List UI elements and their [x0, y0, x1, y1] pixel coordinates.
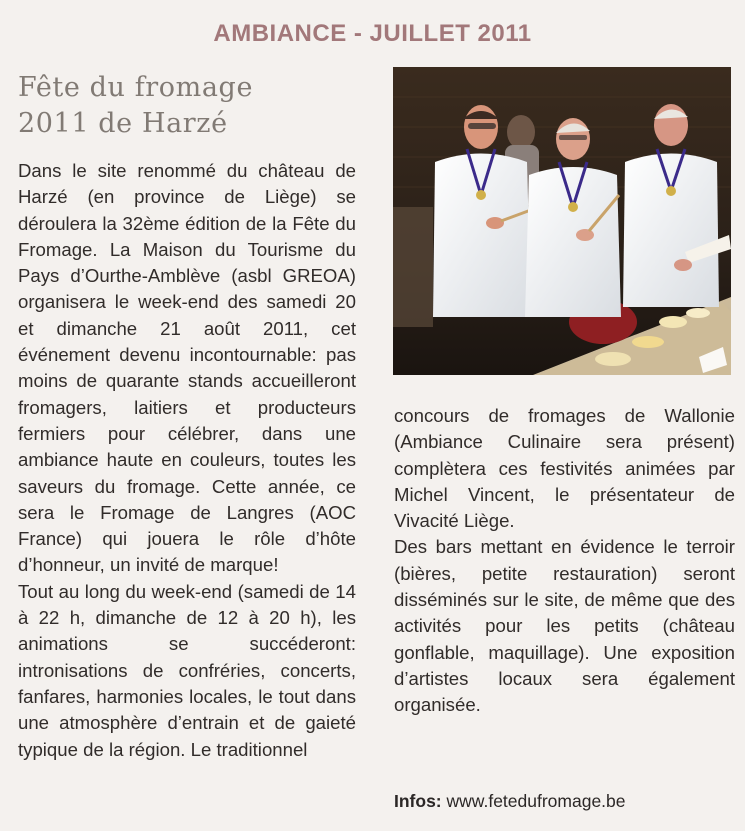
infos-url[interactable]: www.fetedufromage.be — [446, 791, 626, 811]
article-right-column — [394, 403, 735, 719]
infos-label: Infos: — [394, 791, 442, 811]
article-photo — [393, 67, 731, 375]
article-paragraph: Tout au long du week-end (samedi de 14 à 22 h, dimanche de 12 à 20 h), les animations se succéderont: intronisations de confréries, concerts, fanfares, harmonies locales, le tout dans une atmosphère d’entrain et de gaieté typique de la région. Le traditionnel — [18, 580, 356, 760]
article-paragraph: Dans le site renommé du château de Harzé (en province de Liège) se déroulera la 32ème édition de la Fête du Fromage. La Maison du Tourisme du Pays d’Ourthe-Amblève (asbl GREOA) organisera le week-end des samedi 20 et dimanche 21 août 2011, cet événement devenu incontournable: pas moins de quarante stands accueilleront fromagers, laitiers et producteurs fermiers pour célébrer, dans une ambiance haute en couleurs, toutes les saveurs du fromage. Cette année, ce sera le Fromage de Langres (AOC France) qui jouera le rôle d’hôte d’honneur, un invité de marque! — [18, 160, 356, 576]
page-header: AMBIANCE - JUILLET 2011 — [213, 20, 532, 47]
infos-line — [394, 791, 626, 812]
article-paragraph: Des bars mettant en évidence le terroir (bières, petite restauration) seront disséminés sur le site, de même que des activités pour les petits (château gonflable, maquillage). Une exposition d’artistes locaux sera également organisée. — [394, 536, 735, 716]
article-paragraph: concours de fromages de Wallonie (Ambiance Culinaire sera présent) complètera ces festivités animées par Michel Vincent, le présentateur de Vivacité Liège. — [394, 405, 735, 532]
chefs-photo — [393, 67, 731, 375]
article-left-column — [18, 158, 356, 763]
article-title: Fête du fromage 2011 de Harzé — [18, 72, 254, 139]
